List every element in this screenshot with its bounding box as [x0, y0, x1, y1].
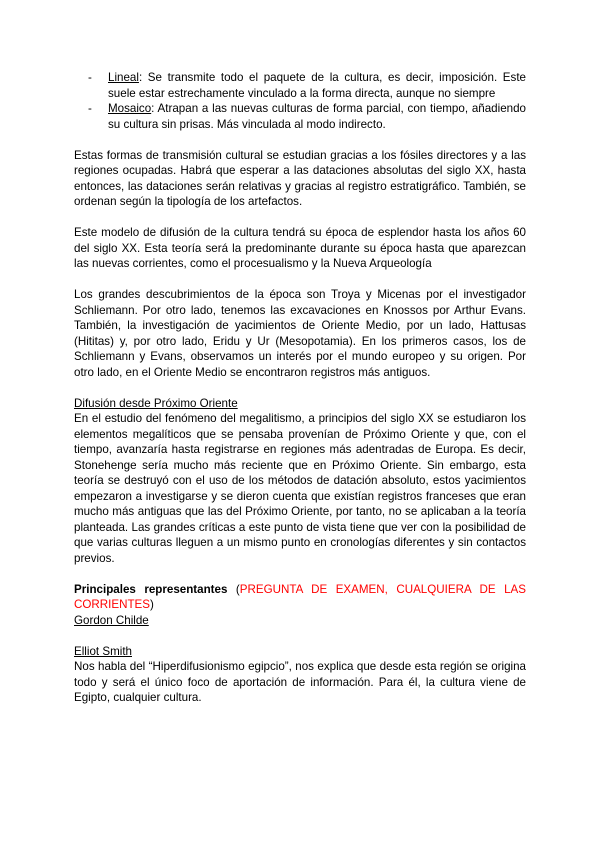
paragraph-megalitismo: En el estudio del fenómeno del megalitismo, a principios del siglo XX se estudiaron los elementos megalíticos que se pensaba provenían de Próximo Oriente y que, con el tiempo, avanzaría hasta registrarse en regiones más adentradas de Europa. Es decir, Stonehenge sería mucho más reciente que en Próximo Oriente. Sin embargo, esta teoría se destruyó con el uso de los métodos de datación absoluto, estos yacimientos empezaron a investigarse y se dieron cuenta que existían registros franceses que eran mucho más antiguas que las del Próximo Oriente, por tanto, no se aplicaban a la teoría planteada. Las grandes críticas a este punto de vista tiene que ver con la posibilidad de que varias culturas lleguen a un mismo punto en cronologías diferentes y sin contactos previos.: [74, 412, 526, 565]
term-mosaico: Mosaico: [108, 102, 152, 115]
list-item-lineal: [74, 70, 526, 101]
section-heading-representantes: Principales representantes: [74, 582, 228, 596]
paragraph-modelo-difusion: Este modelo de difusión de la cultura tendrá su época de esplendor hasta los años 60 del siglo XX. Esta teoría será la predominante durante su época hasta que aparezcan las nuevas corrientes, como el procesualismo y la Nueva Arqueología: [74, 226, 526, 270]
note-close-paren: ): [150, 598, 154, 611]
transmission-types-list: [74, 70, 526, 132]
person-heading-smith: Elliot Smith: [74, 644, 132, 658]
note-open-paren: (: [227, 582, 240, 596]
term-lineal: Lineal: [108, 71, 139, 84]
exam-note: PREGUNTA DE EXAMEN, CUALQUIERA DE LAS CORRIENTES: [74, 582, 526, 611]
list-item-mosaico: [74, 101, 526, 132]
paragraph-descubrimientos: Los grandes descubrimientos de la época son Troya y Micenas por el investigador Schliemann. Por otro lado, tenemos las excavaciones en Knossos por Arthur Evans. También, la investigación de yacimientos de Oriente Medio, por un lado, Hattusas (Hititas) y, por otro lado, Eridu y Ur (Mesopotamia). En los primeros casos, los de Schliemann y Evans, observamos un interés por el mundo europeo y su origen. Por otro lado, en el Oriente Medio se encontraron registros más antiguos.: [74, 288, 526, 379]
person-heading-childe: Gordon Childe: [74, 613, 149, 627]
paragraph-transmision: Estas formas de transmisión cultural se estudian gracias a los fósiles directores y a las regiones ocupadas. Habrá que esperar a las dataciones absolutas del siglo XX, hasta entonces, las dataciones serán relativas y gracias al registro estratigráfico. También, se ordenan según la tipología de los artefactos.: [74, 148, 526, 208]
definition-mosaico: : Atrapan a las nuevas culturas de forma parcial, con tiempo, añadiendo su cultura sin prisas. Más vinculada al modo indirecto.: [108, 102, 526, 131]
representantes-heading-line: [74, 582, 526, 613]
bullet-dash: -: [88, 102, 92, 115]
bullet-dash: -: [88, 71, 92, 84]
section-heading-difusion: Difusión desde Próximo Oriente: [74, 396, 238, 410]
paragraph-hiperdifusionismo: Nos habla del “Hiperdifusionismo egipcio”, nos explica que desde esta región se origina todo y será el único foco de aportación de información. Para él, la cultura viene de Egipto, cualquier cultura.: [74, 660, 526, 704]
document-body: [74, 70, 526, 706]
definition-lineal: : Se transmite todo el paquete de la cultura, es decir, imposición. Este suele estar estrechamente vinculado a la forma directa, aunque no siempre: [108, 71, 526, 100]
